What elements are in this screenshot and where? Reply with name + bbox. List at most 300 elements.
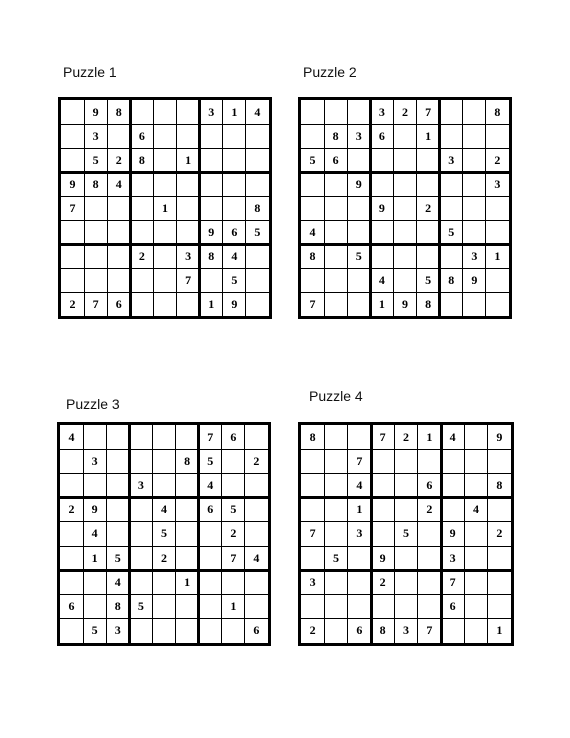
sudoku-cell (61, 124, 84, 148)
sudoku-cell (223, 124, 246, 148)
sudoku-cell (371, 473, 394, 497)
sudoku-cell: 7 (230, 550, 237, 565)
sudoku-cell (301, 498, 324, 522)
sudoku-cell: 1 (356, 502, 363, 517)
sudoku-cell (486, 268, 509, 292)
sudoku-cell: 5 (160, 526, 167, 541)
sudoku-cell (177, 220, 200, 244)
sudoku-cell: 4 (91, 526, 98, 541)
sudoku-cell (393, 172, 416, 196)
sudoku-cell (152, 619, 175, 643)
sudoku-cell (347, 268, 370, 292)
sudoku-cell (464, 570, 487, 594)
sudoku-cell (153, 100, 176, 124)
sudoku-cell: 5 (254, 224, 261, 239)
sudoku-cell (60, 473, 83, 497)
sudoku-cell: 8 (379, 623, 386, 638)
sudoku-cell: 3 (137, 478, 144, 493)
sudoku-cell (394, 473, 417, 497)
sudoku-cell (130, 196, 153, 220)
sudoku-cell: 2 (138, 248, 145, 263)
sudoku-cell: 4 (115, 176, 122, 191)
sudoku-cell: 3 (355, 128, 362, 143)
sudoku-cell (199, 595, 222, 619)
sudoku-cell: 1 (494, 248, 501, 263)
sudoku-cell (60, 546, 83, 570)
sudoku-cell: 9 (378, 200, 385, 215)
sudoku-cell (246, 172, 269, 196)
sudoku-cell (441, 449, 464, 473)
sudoku-cell (107, 244, 130, 268)
sudoku-cell (246, 148, 269, 172)
sudoku-cell: 3 (91, 453, 98, 468)
sudoku-grid-4 (298, 422, 514, 646)
sudoku-cell (301, 449, 324, 473)
sudoku-cell (464, 522, 487, 546)
sudoku-cell: 5 (309, 152, 316, 167)
sudoku-cell (324, 172, 347, 196)
sudoku-cell (130, 220, 153, 244)
puzzle-4-title: Puzzle 4 (309, 388, 363, 404)
sudoku-cell (347, 148, 370, 172)
sudoku-cell (440, 172, 463, 196)
sudoku-cell (347, 196, 370, 220)
sudoku-cell (245, 425, 268, 449)
sudoku-cell (301, 595, 324, 619)
sudoku-cell (246, 268, 269, 292)
sudoku-cell (486, 292, 509, 316)
sudoku-cell (177, 292, 200, 316)
sudoku-cell (61, 220, 84, 244)
sudoku-cell: 9 (69, 176, 76, 191)
sudoku-cell: 7 (309, 526, 316, 541)
sudoku-cell (245, 498, 268, 522)
sudoku-cell: 1 (426, 429, 433, 444)
sudoku-cell (370, 220, 393, 244)
sudoku-cell: 5 (92, 152, 99, 167)
sudoku-cell (464, 595, 487, 619)
sudoku-cell: 1 (231, 104, 238, 119)
sudoku-cell (177, 124, 200, 148)
sudoku-cell (106, 498, 129, 522)
sudoku-cell: 3 (92, 128, 99, 143)
sudoku-cell (324, 196, 347, 220)
sudoku-grid-1 (58, 97, 272, 319)
sudoku-cell (324, 473, 347, 497)
sudoku-cell (222, 619, 245, 643)
sudoku-cell: 2 (426, 502, 433, 517)
sudoku-cell: 3 (494, 176, 501, 191)
sudoku-cell: 2 (69, 296, 76, 311)
sudoku-cell (61, 148, 84, 172)
sudoku-cell: 4 (472, 502, 479, 517)
sudoku-cell (84, 196, 107, 220)
sudoku-cell (394, 570, 417, 594)
sudoku-cell (152, 473, 175, 497)
sudoku-cell (441, 619, 464, 643)
sudoku-cell (61, 268, 84, 292)
sudoku-cell (177, 196, 200, 220)
sudoku-cell (440, 292, 463, 316)
sudoku-cell (246, 244, 269, 268)
sudoku-cell (418, 522, 441, 546)
sudoku-cell (83, 425, 106, 449)
sudoku-cell: 9 (355, 176, 362, 191)
sudoku-cell (222, 473, 245, 497)
sudoku-cell (440, 124, 463, 148)
sudoku-cell (441, 473, 464, 497)
sudoku-cell (245, 570, 268, 594)
sudoku-cell (106, 522, 129, 546)
sudoku-cell: 4 (356, 478, 363, 493)
sudoku-cell: 8 (138, 152, 145, 167)
sudoku-cell (106, 473, 129, 497)
sudoku-cell: 5 (402, 526, 409, 541)
sudoku-cell: 3 (449, 550, 456, 565)
sudoku-cell (130, 292, 153, 316)
sudoku-cell: 5 (231, 272, 238, 287)
sudoku-cell (61, 100, 84, 124)
sudoku-cell (129, 546, 152, 570)
sudoku-grid-3 (57, 422, 271, 646)
sudoku-cell (199, 570, 222, 594)
sudoku-cell: 4 (114, 574, 121, 589)
sudoku-cell: 6 (230, 429, 237, 444)
sudoku-cell: 9 (401, 296, 408, 311)
sudoku-cell (60, 522, 83, 546)
sudoku-cell (324, 498, 347, 522)
sudoku-cell: 5 (137, 599, 144, 614)
sudoku-cell (223, 172, 246, 196)
sudoku-cell (393, 124, 416, 148)
sudoku-cell: 3 (471, 248, 478, 263)
sudoku-cell (129, 425, 152, 449)
sudoku-cell (324, 220, 347, 244)
sudoku-cell (222, 570, 245, 594)
sudoku-cell (153, 220, 176, 244)
sudoku-cell (177, 172, 200, 196)
sudoku-cell: 9 (496, 429, 503, 444)
sudoku-cell: 5 (332, 550, 339, 565)
sudoku-cell (199, 546, 222, 570)
sudoku-cell: 1 (161, 200, 168, 215)
sudoku-cell: 2 (68, 502, 75, 517)
sudoku-cell (301, 100, 324, 124)
sudoku-cell (394, 449, 417, 473)
sudoku-cell: 7 (207, 429, 214, 444)
sudoku-cell: 8 (332, 128, 339, 143)
sudoku-cell (152, 570, 175, 594)
sudoku-cell (464, 473, 487, 497)
sudoku-cell (417, 220, 440, 244)
sudoku-cell (153, 244, 176, 268)
sudoku-cell (200, 148, 223, 172)
sudoku-cell (486, 220, 509, 244)
sudoku-cell (130, 100, 153, 124)
sudoku-cell: 2 (230, 526, 237, 541)
sudoku-cell (440, 100, 463, 124)
sudoku-cell (440, 196, 463, 220)
sudoku-cell (176, 619, 199, 643)
sudoku-cell (464, 619, 487, 643)
sudoku-cell: 4 (378, 272, 385, 287)
sudoku-cell: 3 (185, 248, 192, 263)
sudoku-cell (418, 570, 441, 594)
sudoku-cell (488, 595, 511, 619)
sudoku-cell (324, 522, 347, 546)
sudoku-cell (200, 172, 223, 196)
sudoku-cell: 6 (253, 623, 260, 638)
sudoku-cell (488, 570, 511, 594)
sudoku-cell (393, 244, 416, 268)
sudoku-cell: 4 (207, 478, 214, 493)
sudoku-cell (488, 449, 511, 473)
sudoku-cell: 7 (449, 574, 456, 589)
sudoku-cell: 4 (231, 248, 238, 263)
sudoku-cell (463, 196, 486, 220)
sudoku-cell (60, 449, 83, 473)
sudoku-cell (130, 172, 153, 196)
sudoku-cell: 8 (448, 272, 455, 287)
sudoku-cell: 5 (230, 502, 237, 517)
sudoku-cell (463, 148, 486, 172)
sudoku-cell: 6 (378, 128, 385, 143)
sudoku-cell: 8 (496, 478, 503, 493)
sudoku-cell (152, 425, 175, 449)
sudoku-cell: 7 (185, 272, 192, 287)
sudoku-cell (486, 124, 509, 148)
sudoku-cell (84, 244, 107, 268)
sudoku-cell: 9 (449, 526, 456, 541)
sudoku-cell: 1 (378, 296, 385, 311)
sudoku-cell: 2 (496, 526, 503, 541)
sudoku-cell (324, 425, 347, 449)
sudoku-cell (347, 100, 370, 124)
puzzle-2-title: Puzzle 2 (303, 64, 357, 80)
sudoku-cell: 2 (401, 104, 408, 119)
sudoku-cell (245, 522, 268, 546)
sudoku-cell (347, 220, 370, 244)
sudoku-cell: 8 (208, 248, 215, 263)
sudoku-cell (83, 570, 106, 594)
sudoku-cell: 4 (449, 429, 456, 444)
sudoku-cell: 6 (231, 224, 238, 239)
sudoku-cell: 5 (207, 453, 214, 468)
sudoku-cell: 8 (254, 200, 261, 215)
sudoku-cell (200, 268, 223, 292)
sudoku-cell (348, 546, 371, 570)
sudoku-cell: 1 (91, 550, 98, 565)
sudoku-cell (324, 449, 347, 473)
sudoku-cell (107, 268, 130, 292)
sudoku-cell: 6 (332, 152, 339, 167)
sudoku-cell (176, 425, 199, 449)
sudoku-cell: 8 (309, 429, 316, 444)
sudoku-cell: 2 (309, 623, 316, 638)
sudoku-cell: 6 (207, 502, 214, 517)
sudoku-cell (418, 449, 441, 473)
sudoku-cell (371, 522, 394, 546)
sudoku-cell: 4 (309, 224, 316, 239)
sudoku-cell: 4 (253, 550, 260, 565)
sudoku-cell: 4 (68, 429, 75, 444)
sudoku-cell (464, 449, 487, 473)
sudoku-cell: 6 (138, 128, 145, 143)
sudoku-cell: 3 (309, 574, 316, 589)
sudoku-cell (245, 595, 268, 619)
sudoku-cell (152, 449, 175, 473)
sudoku-cell (153, 172, 176, 196)
sudoku-cell: 6 (115, 296, 122, 311)
sudoku-cell (301, 172, 324, 196)
sudoku-cell (394, 498, 417, 522)
sudoku-grid-2 (298, 97, 512, 319)
sudoku-cell (107, 196, 130, 220)
sudoku-cell (324, 100, 347, 124)
sudoku-cell: 5 (114, 550, 121, 565)
sudoku-cell (106, 425, 129, 449)
sudoku-cell (394, 546, 417, 570)
sudoku-cell (153, 124, 176, 148)
sudoku-cell: 3 (378, 104, 385, 119)
sudoku-cell: 7 (69, 200, 76, 215)
sudoku-cell (370, 172, 393, 196)
sudoku-cell: 2 (379, 574, 386, 589)
sudoku-cell (200, 124, 223, 148)
sudoku-cell (463, 172, 486, 196)
sudoku-cell (84, 268, 107, 292)
sudoku-cell (488, 546, 511, 570)
sudoku-cell (153, 148, 176, 172)
sudoku-cell: 6 (449, 599, 456, 614)
sudoku-cell (348, 595, 371, 619)
sudoku-cell (107, 124, 130, 148)
sudoku-cell (84, 220, 107, 244)
sudoku-cell (301, 196, 324, 220)
sudoku-cell (370, 148, 393, 172)
sudoku-cell (246, 292, 269, 316)
sudoku-cell (488, 498, 511, 522)
sudoku-cell (106, 449, 129, 473)
sudoku-cell (417, 148, 440, 172)
sudoku-cell (60, 570, 83, 594)
sudoku-cell (348, 425, 371, 449)
sudoku-cell: 9 (231, 296, 238, 311)
sudoku-cell (107, 220, 130, 244)
sudoku-cell (464, 546, 487, 570)
sudoku-cell (83, 473, 106, 497)
sudoku-cell (246, 124, 269, 148)
sudoku-cell (324, 244, 347, 268)
sudoku-cell (324, 619, 347, 643)
sudoku-cell (371, 449, 394, 473)
sudoku-cell (176, 498, 199, 522)
sudoku-cell: 1 (230, 599, 237, 614)
sudoku-cell (393, 268, 416, 292)
sudoku-cell (223, 148, 246, 172)
sudoku-cell (83, 595, 106, 619)
sudoku-cell: 9 (208, 224, 215, 239)
sudoku-cell (176, 595, 199, 619)
sudoku-cell: 8 (92, 176, 99, 191)
sudoku-cell: 6 (356, 623, 363, 638)
sudoku-cell: 7 (425, 104, 432, 119)
sudoku-cell (441, 498, 464, 522)
sudoku-cell: 8 (494, 104, 501, 119)
sudoku-cell: 7 (356, 453, 363, 468)
sudoku-cell (129, 522, 152, 546)
sudoku-cell: 2 (115, 152, 122, 167)
sudoku-cell (347, 292, 370, 316)
sudoku-cell (222, 449, 245, 473)
sudoku-cell: 2 (160, 550, 167, 565)
sudoku-cell (61, 244, 84, 268)
sudoku-cell: 1 (184, 574, 191, 589)
sudoku-cell (463, 292, 486, 316)
sudoku-cell: 7 (379, 429, 386, 444)
sudoku-cell (394, 595, 417, 619)
sudoku-cell: 3 (448, 152, 455, 167)
sudoku-cell (370, 244, 393, 268)
sudoku-cell: 9 (91, 502, 98, 517)
sudoku-cell: 5 (425, 272, 432, 287)
sudoku-cell (153, 292, 176, 316)
sudoku-cell (418, 546, 441, 570)
sudoku-cell: 7 (92, 296, 99, 311)
sudoku-cell (324, 570, 347, 594)
sudoku-cell (371, 595, 394, 619)
sudoku-cell (153, 268, 176, 292)
sudoku-cell (129, 498, 152, 522)
sudoku-cell (464, 425, 487, 449)
sudoku-cell: 5 (448, 224, 455, 239)
sudoku-cell: 7 (426, 623, 433, 638)
sudoku-cell (393, 148, 416, 172)
sudoku-cell (324, 292, 347, 316)
sudoku-cell: 9 (471, 272, 478, 287)
sudoku-cell: 3 (208, 104, 215, 119)
sudoku-cell (486, 196, 509, 220)
sudoku-cell: 3 (114, 623, 121, 638)
sudoku-cell (348, 570, 371, 594)
sudoku-cell (463, 220, 486, 244)
sudoku-cell: 4 (160, 502, 167, 517)
sudoku-cell (129, 449, 152, 473)
sudoku-cell (152, 595, 175, 619)
sudoku-cell (417, 244, 440, 268)
sudoku-cell: 8 (184, 453, 191, 468)
sudoku-cell: 5 (355, 248, 362, 263)
sudoku-cell (301, 124, 324, 148)
sudoku-cell: 8 (425, 296, 432, 311)
puzzle-1-title: Puzzle 1 (63, 64, 117, 80)
sudoku-cell: 8 (114, 599, 121, 614)
sudoku-cell: 2 (253, 453, 260, 468)
sudoku-cell (417, 172, 440, 196)
sudoku-cell: 1 (496, 623, 503, 638)
sudoku-cell (130, 268, 153, 292)
sudoku-cell: 7 (309, 296, 316, 311)
sudoku-cell: 6 (426, 478, 433, 493)
sudoku-cell (393, 220, 416, 244)
sudoku-cell (393, 196, 416, 220)
sudoku-cell (129, 570, 152, 594)
sudoku-cell (177, 100, 200, 124)
sudoku-cell: 2 (402, 429, 409, 444)
sudoku-cell: 1 (208, 296, 215, 311)
sudoku-cell (301, 268, 324, 292)
sudoku-cell: 2 (425, 200, 432, 215)
